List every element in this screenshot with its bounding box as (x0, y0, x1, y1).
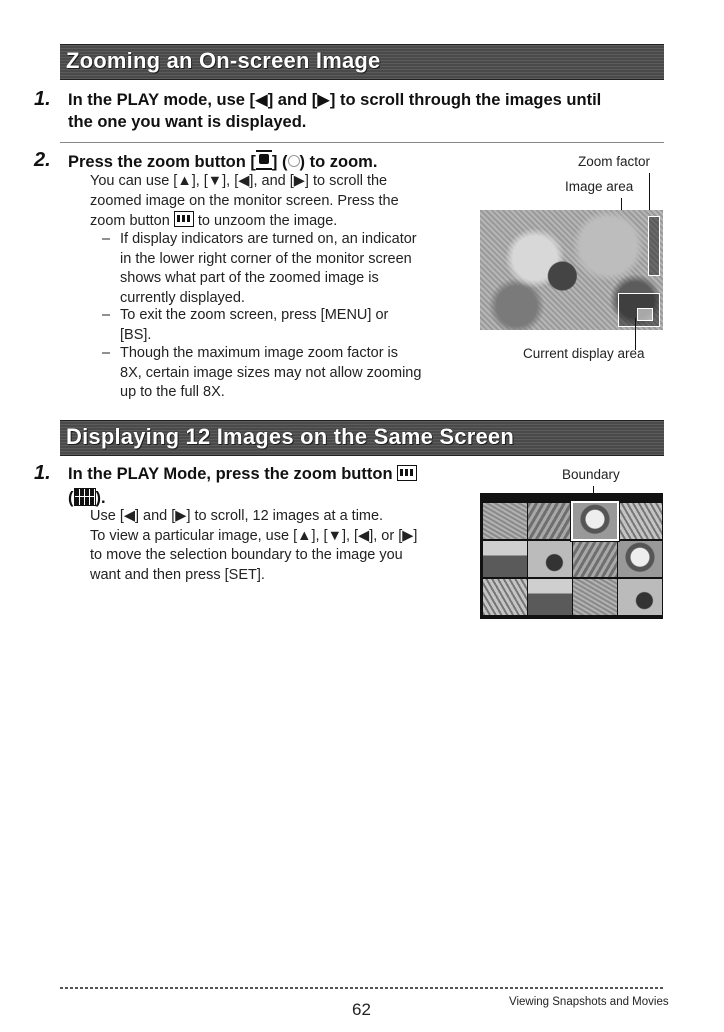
step-heading (68, 150, 377, 173)
step-2-body (90, 172, 460, 232)
twelve-image-grid-screen (480, 493, 663, 619)
grid-view-button-icon (397, 465, 417, 481)
bullet-line: 8X, certain image sizes may not allow zooming (120, 364, 422, 381)
page-number: 62 (352, 1000, 371, 1019)
callout-image-area: Image area (565, 179, 634, 194)
callout-zoom-factor: Zoom factor (578, 154, 651, 169)
bullet-dash: – (102, 345, 111, 361)
step-number: 2. (34, 149, 51, 171)
step-1-grid (34, 463, 464, 511)
bullet-line: [BS]. (120, 326, 152, 343)
bullet-item (102, 306, 462, 346)
bullet-line: shows what part of the zoomed image is (120, 270, 379, 286)
footer-rule (60, 987, 664, 989)
thumbnail (483, 579, 527, 615)
step-1-grid-body (90, 507, 470, 585)
step-heading (68, 487, 106, 509)
heading-text: ). (95, 489, 106, 507)
step-number: 1. (34, 88, 51, 110)
thumbnail (618, 579, 662, 615)
heading-text: Press the zoom button [ (68, 153, 256, 171)
thumbnail (483, 541, 527, 577)
step-2 (34, 150, 454, 174)
body-line: You can use [▲], [▼], [◀], and [▶] to scroll the (90, 173, 388, 189)
thumbnail (573, 541, 617, 577)
body-text: zoom button (90, 213, 174, 229)
bullet-dash: – (102, 307, 111, 323)
image-area-indicator (618, 293, 660, 327)
body-line: Use [◀] and [▶] to scroll, 12 images at a time. (90, 508, 384, 524)
bullet-line: in the lower right corner of the monitor screen (120, 250, 412, 267)
step-heading (68, 463, 417, 485)
section-title: Displaying 12 Images on the Same Screen (66, 424, 514, 449)
bullet-text (120, 306, 388, 345)
thumbnail (618, 503, 662, 539)
selection-boundary (571, 501, 619, 541)
body-line: To view a particular image, use [▲], [▼], [◀], or [▶] (90, 527, 418, 544)
step-1 (34, 89, 674, 135)
bullet-line: currently displayed. (120, 289, 245, 306)
twelve-image-grid-icon (74, 488, 96, 506)
chapter-title: Viewing Snapshots and Movies (509, 996, 669, 1008)
zoomed-image-screen (480, 210, 663, 330)
callout-current-display-area: Current display area (523, 346, 645, 361)
thumbnail (573, 579, 617, 615)
thumbnail (528, 503, 572, 539)
step-number: 1. (34, 462, 51, 484)
callout-boundary: Boundary (562, 467, 620, 482)
zoom-factor-indicator (648, 216, 660, 276)
body-line (90, 211, 460, 232)
section-banner-zoom (60, 44, 664, 80)
magnifier-icon (288, 155, 300, 167)
thumbnail (618, 541, 662, 577)
body-line: to move the selection boundary to the image you (90, 547, 403, 563)
body-line: want and then press [SET]. (90, 566, 265, 583)
bullet-line: If display indicators are turned on, an indicator (120, 231, 417, 247)
bullet-item (102, 344, 462, 404)
body-line: zoomed image on the monitor screen. Press the (90, 192, 399, 209)
body-text: to unzoom the image. (193, 213, 338, 229)
current-display-area-indicator (637, 308, 653, 321)
bullet-text (120, 230, 417, 308)
thumbnail (528, 579, 572, 615)
section-banner-12-images (60, 420, 664, 456)
bullet-dash: – (102, 231, 111, 247)
thumbnail (528, 541, 572, 577)
bullet-item (102, 230, 462, 310)
bullet-line: up to the full 8X. (120, 384, 225, 400)
bullet-line: Though the maximum image zoom factor is (120, 345, 399, 361)
heading-text: In the PLAY Mode, press the zoom button (68, 465, 393, 483)
zoom-button-icon (256, 150, 272, 170)
grid-view-button-icon (174, 211, 194, 227)
heading-text: ] ( (271, 153, 288, 171)
heading-text: ) to zoom. (299, 153, 378, 171)
bullet-text (120, 344, 421, 403)
heading-text: ( (68, 489, 74, 507)
bullet-line: To exit the zoom screen, press [MENU] or (120, 307, 389, 323)
divider (60, 142, 664, 143)
thumbnail (483, 503, 527, 539)
step-text-line: In the PLAY mode, use [◀] and [▶] to scroll through the images until (68, 91, 602, 109)
step-text-line: the one you want is displayed. (68, 113, 307, 131)
section-title: Zooming an On-screen Image (66, 48, 381, 73)
